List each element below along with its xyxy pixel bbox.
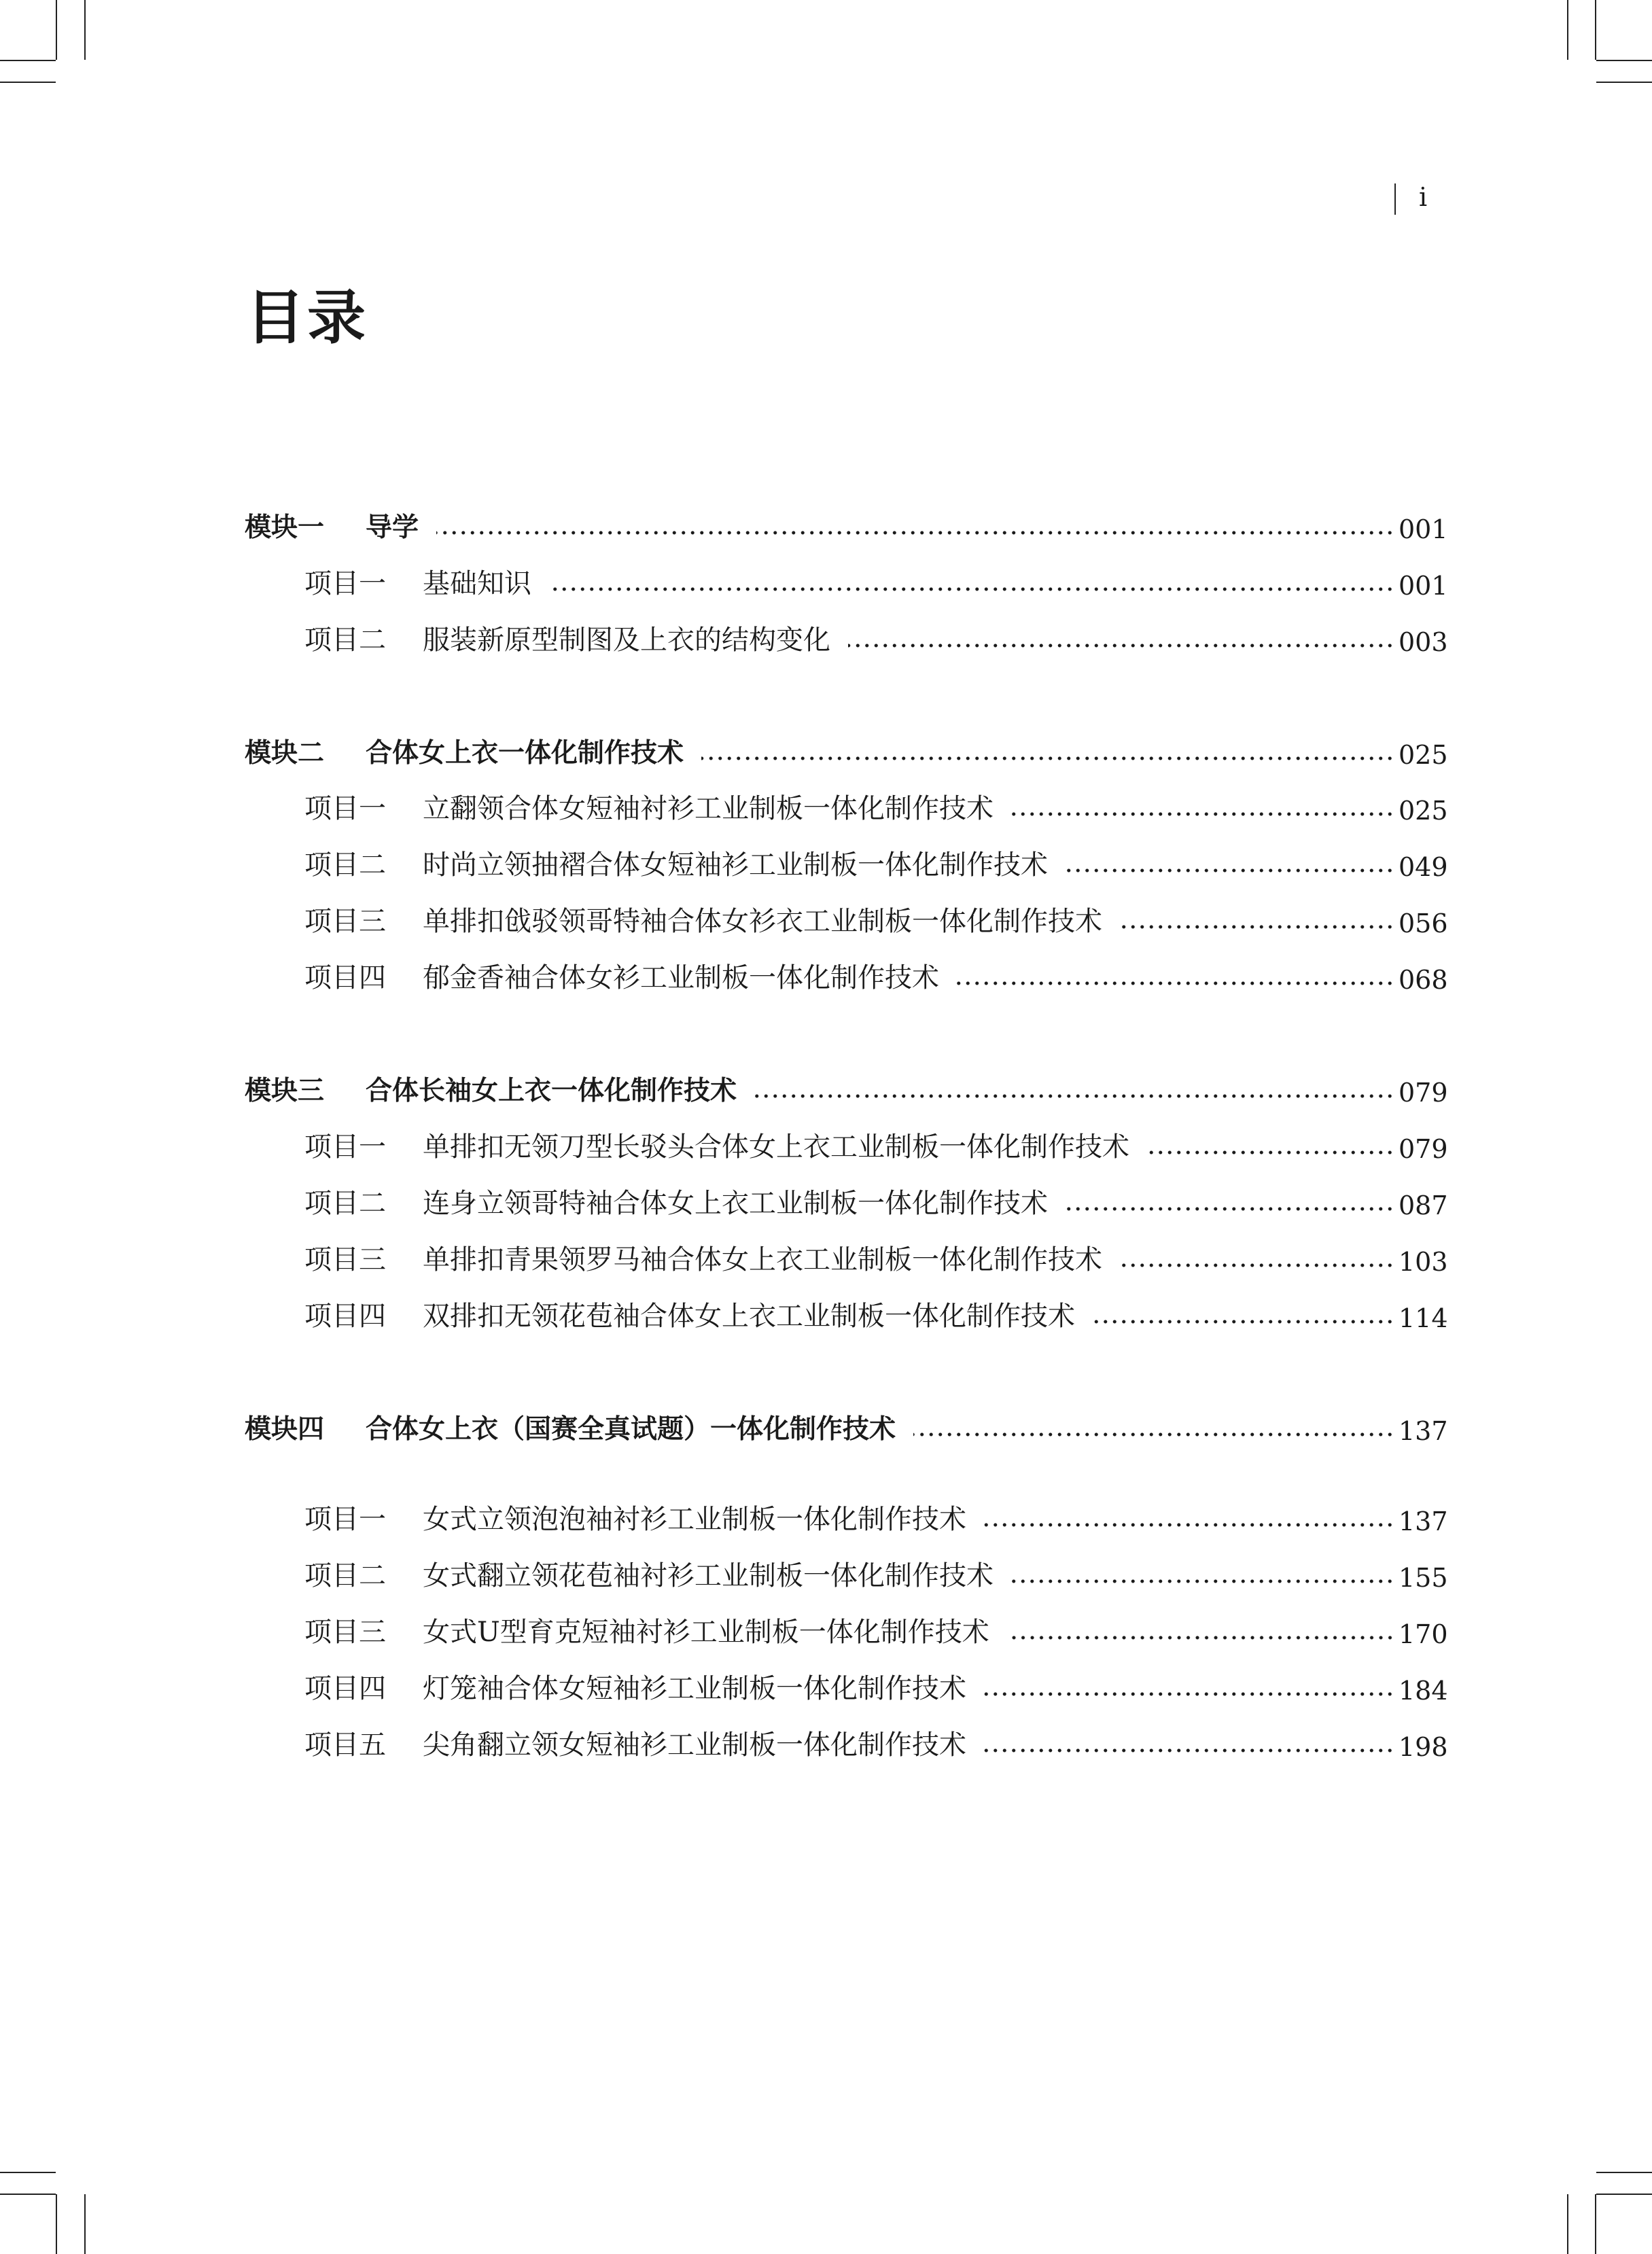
project-title: 单排扣无领刀型长驳头合体女上衣工业制板一体化制作技术 [423, 1131, 1129, 1163]
dot-leader [984, 1692, 1394, 1696]
project-label: 项目四 [304, 1301, 386, 1332]
project-title: 立翻领合体女短袖衬衫工业制板一体化制作技术 [423, 793, 994, 824]
project-title: 双排扣无领花苞袖合体女上衣工业制板一体化制作技术 [423, 1301, 1075, 1332]
project-title: 单排扣戗驳领哥特袖合体女衫衣工业制板一体化制作技术 [423, 906, 1102, 937]
project-page: 184 [1399, 1676, 1448, 1706]
module-page: 001 [1399, 514, 1448, 544]
toc-project-2-3[interactable] [304, 900, 1448, 938]
dot-leader [1066, 1207, 1394, 1211]
dot-leader [1093, 1320, 1394, 1324]
project-label: 项目二 [304, 624, 386, 656]
module-page: 079 [1399, 1078, 1448, 1108]
module-label: 模块四 [245, 1414, 325, 1445]
toc-project-2-2[interactable] [304, 844, 1448, 882]
module-page: 025 [1399, 740, 1448, 770]
project-title: 连身立领哥特袖合体女上衣工业制板一体化制作技术 [423, 1188, 1048, 1219]
project-label: 项目一 [304, 1504, 386, 1535]
project-page: 003 [1399, 627, 1448, 657]
toc-project-4-1[interactable] [304, 1498, 1448, 1536]
project-title: 服装新原型制图及上衣的结构变化 [423, 624, 830, 656]
dot-leader [1066, 868, 1394, 873]
toc-project-3-2[interactable] [304, 1182, 1448, 1220]
project-label: 项目四 [304, 962, 386, 993]
project-page: 114 [1399, 1303, 1448, 1333]
project-page: 137 [1399, 1507, 1448, 1536]
project-title: 单排扣青果领罗马袖合体女上衣工业制板一体化制作技术 [423, 1244, 1102, 1275]
project-label: 项目二 [304, 1188, 386, 1219]
project-page: 079 [1399, 1134, 1448, 1164]
project-label: 项目三 [304, 1244, 386, 1275]
project-page: 049 [1399, 852, 1448, 882]
toc-project-4-2[interactable] [304, 1555, 1448, 1593]
project-title: 时尚立领抽褶合体女短袖衫工业制板一体化制作技术 [423, 849, 1048, 881]
project-label: 项目一 [304, 793, 386, 824]
project-page: 025 [1399, 796, 1448, 826]
project-page: 087 [1399, 1191, 1448, 1220]
toc-project-4-5[interactable] [304, 1724, 1448, 1762]
dot-leader [1011, 812, 1394, 816]
module-label: 模块二 [245, 738, 325, 769]
module-page: 137 [1399, 1416, 1448, 1446]
dot-leader [984, 1748, 1394, 1753]
dot-leader [1147, 1150, 1394, 1155]
module-title: 合体女上衣（国赛全真试题）一体化制作技术 [366, 1414, 896, 1445]
project-label: 项目三 [304, 1617, 386, 1648]
project-title: 女式翻立领花苞袖衬衫工业制板一体化制作技术 [423, 1560, 994, 1591]
project-title: 女式U型育克短袖衬衫工业制板一体化制作技术 [423, 1617, 989, 1648]
toc-module-4[interactable] [245, 1408, 1448, 1446]
dot-leader [848, 644, 1394, 648]
dot-leader [1007, 1636, 1394, 1640]
module-title: 合体女上衣一体化制作技术 [366, 738, 684, 769]
project-page: 103 [1399, 1247, 1448, 1277]
toc-project-4-4[interactable] [304, 1668, 1448, 1706]
project-page: 001 [1399, 571, 1448, 601]
dot-leader [984, 1523, 1394, 1527]
toc-project-2-4[interactable] [304, 957, 1448, 995]
toc-project-1-2[interactable] [304, 619, 1448, 657]
project-page: 170 [1399, 1619, 1448, 1649]
project-page: 198 [1399, 1732, 1448, 1762]
module-title: 合体长袖女上衣一体化制作技术 [366, 1076, 737, 1106]
project-label: 项目一 [304, 568, 386, 599]
module-title: 导学 [366, 512, 419, 543]
project-title: 郁金香袖合体女衫工业制板一体化制作技术 [423, 962, 939, 993]
dot-leader [913, 1432, 1394, 1437]
toc-module-1[interactable] [245, 506, 1448, 544]
dot-leader [436, 531, 1394, 535]
module-label: 模块三 [245, 1076, 325, 1106]
project-label: 项目一 [304, 1131, 386, 1163]
dot-leader [549, 587, 1394, 591]
project-title: 女式立领泡泡袖衬衫工业制板一体化制作技术 [423, 1504, 966, 1535]
module-label: 模块一 [245, 512, 325, 543]
project-page: 155 [1399, 1563, 1448, 1593]
dot-leader [1120, 925, 1394, 929]
toc-module-3[interactable] [245, 1070, 1448, 1108]
toc-module-2[interactable] [245, 732, 1448, 770]
project-title: 尖角翻立领女短袖衫工业制板一体化制作技术 [423, 1729, 966, 1761]
project-title: 灯笼袖合体女短袖衫工业制板一体化制作技术 [423, 1673, 966, 1704]
dot-leader [701, 756, 1394, 760]
project-label: 项目四 [304, 1673, 386, 1704]
dot-leader [754, 1094, 1394, 1098]
toc-project-2-1[interactable] [304, 788, 1448, 826]
dot-leader [957, 981, 1394, 985]
toc-project-3-4[interactable] [304, 1295, 1448, 1333]
toc-project-3-1[interactable] [304, 1126, 1448, 1164]
toc-project-1-1[interactable] [304, 563, 1448, 601]
page-title: 目录 [246, 284, 368, 352]
project-label: 项目五 [304, 1729, 386, 1761]
toc-project-4-3[interactable] [304, 1611, 1448, 1649]
dot-leader [1120, 1263, 1394, 1267]
project-title: 基础知识 [423, 568, 531, 599]
project-label: 项目二 [304, 1560, 386, 1591]
toc-project-3-3[interactable] [304, 1239, 1448, 1277]
project-label: 项目三 [304, 906, 386, 937]
dot-leader [1011, 1579, 1394, 1583]
page-number: i [1419, 182, 1428, 212]
project-label: 项目二 [304, 849, 386, 881]
project-page: 056 [1399, 909, 1448, 938]
project-page: 068 [1399, 965, 1448, 995]
